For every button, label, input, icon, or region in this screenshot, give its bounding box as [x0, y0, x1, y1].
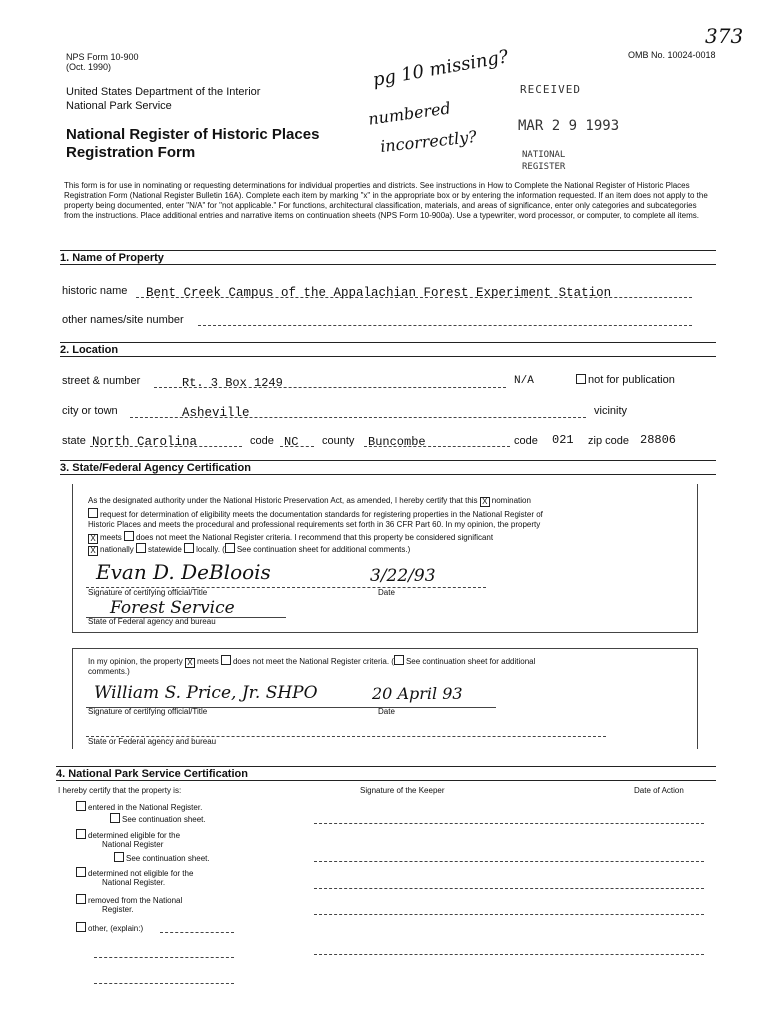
- section-4-heading: 4. National Park Service Certification: [56, 766, 716, 781]
- omb-number: OMB No. 10024-0018: [628, 50, 716, 60]
- continuation-checkbox-2[interactable]: [394, 655, 404, 665]
- eligible-label-a: determined eligible for the: [88, 831, 181, 840]
- explain-line-3[interactable]: [94, 982, 234, 984]
- cert-text-line5: [88, 543, 688, 556]
- form-id-line2: (Oct. 1990): [66, 62, 112, 72]
- keeper-line-1[interactable]: [314, 822, 704, 824]
- certifying-signature-2: William S. Price, Jr. SHPO: [94, 683, 318, 703]
- county-field[interactable]: [364, 432, 510, 447]
- county-code-value: 021: [552, 433, 574, 447]
- signature-label-1: Signature of certifying official/Title: [88, 588, 208, 597]
- historic-name-value: Bent Creek Campus of the Appalachian Forest Experiment Station: [146, 286, 612, 300]
- zip-value: 28806: [640, 433, 677, 447]
- received-stamp-date: MAR 2 9 1993: [518, 118, 620, 134]
- section-4-certify: I hereby certify that the property is:: [58, 786, 182, 795]
- county-code-label: code: [514, 435, 538, 447]
- explain-line-2[interactable]: [94, 956, 234, 958]
- eligible-continuation-checkbox[interactable]: [114, 852, 124, 862]
- cert-text-line2: [88, 508, 688, 520]
- statewide-checkbox[interactable]: [136, 543, 146, 553]
- nomination-label: nomination: [491, 496, 531, 505]
- continuation-checkbox-1[interactable]: [225, 543, 235, 553]
- date-label-2: Date: [378, 707, 395, 716]
- opinion-does-not-label: does not meet the National Register criteria. (: [232, 657, 394, 666]
- request-checkbox[interactable]: [88, 508, 98, 518]
- other-label: other, (explain:): [88, 924, 144, 933]
- opinion-meets-checkbox[interactable]: X: [185, 658, 195, 668]
- nationally-label: nationally: [100, 545, 134, 554]
- certifying-signature-1: Evan D. DeBloois: [96, 560, 271, 584]
- eligible-continuation-label: See continuation sheet.: [126, 854, 210, 863]
- opinion-meets-label: meets: [196, 657, 219, 666]
- not-eligible-label-b: National Register.: [102, 878, 166, 887]
- city-label: city or town: [62, 405, 118, 417]
- city-value: Asheville: [182, 406, 250, 420]
- received-stamp-reg1: NATIONAL: [522, 150, 566, 160]
- does-not-meet-checkbox[interactable]: [124, 531, 134, 541]
- state-label: state: [62, 435, 86, 447]
- entered-label: entered in the National Register.: [88, 803, 203, 812]
- agency-line2: National Park Service: [66, 100, 172, 112]
- street-label: street & number: [62, 375, 141, 387]
- meets-label: meets: [100, 533, 122, 542]
- eligible-label-b: National Register: [102, 840, 164, 849]
- removed-label-b: Register.: [102, 905, 134, 914]
- certifying-date-2: 20 April 93: [372, 684, 463, 703]
- section-1-heading: 1. Name of Property: [60, 250, 716, 265]
- option-eligible-continuation[interactable]: [114, 852, 210, 864]
- section-2-heading: 2. Location: [60, 342, 716, 357]
- locally-checkbox[interactable]: [184, 543, 194, 553]
- street-value: Rt. 3 Box 1249: [182, 376, 283, 390]
- state-value: North Carolina: [92, 435, 198, 449]
- city-field[interactable]: [130, 403, 586, 418]
- other-names-label: other names/site number: [62, 314, 184, 326]
- cert-text-line1: [88, 496, 688, 507]
- cert-line1: As the designated authority under the National Historic Preservation Act, as amended, I hereby certify that this: [88, 496, 478, 505]
- keeper-line-2[interactable]: [314, 860, 704, 862]
- entered-checkbox[interactable]: [76, 801, 86, 811]
- cert-line3: Historic Places and meets the procedural and professional requirements set forth in 36 CFR Part 60. In my opinion, the property: [88, 520, 541, 529]
- removed-label-a: removed from the National: [88, 896, 183, 905]
- county-value: Buncombe: [368, 435, 426, 449]
- opinion-continuation-label: See continuation sheet for additional: [405, 657, 536, 666]
- cert-line4: does not meet the National Register criteria. I recommend that this property be considered significant: [136, 533, 494, 542]
- vicinity[interactable]: [594, 405, 627, 418]
- zip-label: zip code: [588, 435, 629, 447]
- state-field[interactable]: [90, 432, 242, 447]
- na-value: N/A: [514, 375, 534, 387]
- received-stamp-reg2: REGISTER: [522, 162, 566, 172]
- handwritten-note-incorrectly: incorrectly?: [379, 126, 478, 157]
- nomination-checkbox[interactable]: X: [480, 497, 490, 507]
- keeper-line-3[interactable]: [314, 887, 704, 889]
- option-entered-continuation[interactable]: [110, 813, 206, 825]
- state-code-field[interactable]: [280, 432, 314, 447]
- date-label-1: Date: [378, 588, 395, 597]
- not-for-publication-label: not for publication: [588, 374, 675, 386]
- opinion-line1: In my opinion, the property: [88, 657, 183, 666]
- not-eligible-label-a: determined not eligible for the: [88, 869, 194, 878]
- state-code-label: code: [250, 435, 274, 447]
- section-3-heading: 3. State/Federal Agency Certification: [60, 460, 716, 475]
- removed-checkbox[interactable]: [76, 894, 86, 904]
- signature-label-2: Signature of certifying official/Title: [88, 707, 208, 716]
- form-title: National Register of Historic Places: [66, 126, 320, 143]
- form-subtitle: Registration Form: [66, 144, 196, 161]
- form-instructions: This form is for use in nominating or requesting determinations for individual properties and districts. See instructions in How to Complete the National Register of Historic Places Registration Form (National Register Bulletin 16A). Complete each item by marking "x" in the appropriate box or by entering the information requested. If an item does not apply to the property being documented, enter "N/A" for "not applicable." For functions, architectural classification, materials, and areas of significance, enter only categories and subcategories from the instructions. Place additional entries and narrative items on continuation sheets (NPS Form 10-900a). Use a typewriter, word processor, or computer, to complete all items.: [64, 181, 708, 220]
- keeper-line-4[interactable]: [314, 913, 704, 915]
- keeper-label: Signature of the Keeper: [360, 786, 445, 795]
- continuation-label-1: See continuation sheet for additional comments.): [236, 545, 411, 554]
- option-other[interactable]: [76, 922, 143, 934]
- opinion-text-line1: [88, 655, 688, 668]
- eligible-checkbox[interactable]: [76, 829, 86, 839]
- historic-name-label: historic name: [62, 285, 128, 297]
- statewide-label: statewide: [148, 545, 182, 554]
- option-entered[interactable]: [76, 801, 202, 813]
- handwritten-note-numbered: numbered: [367, 98, 452, 129]
- vicinity-label: vicinity: [594, 405, 628, 417]
- not-for-publication[interactable]: [576, 374, 675, 387]
- other-checkbox[interactable]: [76, 922, 86, 932]
- entered-continuation-label: See continuation sheet.: [122, 815, 206, 824]
- handwritten-note-missing: pg 10 missing?: [371, 46, 510, 91]
- state-code-value: NC: [284, 435, 299, 449]
- received-stamp-word: RECEIVED: [520, 83, 581, 96]
- not-eligible-checkbox[interactable]: [76, 867, 86, 877]
- agency-label-2: State or Federal agency and bureau: [88, 737, 217, 746]
- meets-checkbox[interactable]: X: [88, 534, 98, 544]
- not-for-publication-checkbox[interactable]: [576, 374, 586, 384]
- keeper-line-5[interactable]: [314, 953, 704, 955]
- page-corner-number: 373: [705, 24, 744, 48]
- certifying-date-1: 3/22/93: [370, 566, 436, 586]
- other-explain-line[interactable]: [160, 931, 234, 933]
- entered-continuation-checkbox[interactable]: [110, 813, 120, 823]
- agency-label-1: State of Federal agency and bureau: [88, 617, 216, 626]
- form-id-line1: NPS Form 10-900: [66, 52, 139, 62]
- cert-line2: request for determination of eligibility meets the documentation standards for registering properties in the National Register of: [100, 510, 543, 519]
- other-names-field[interactable]: [198, 324, 692, 326]
- opinion-does-not-meet-checkbox[interactable]: [221, 655, 231, 665]
- street-field[interactable]: [154, 373, 506, 388]
- opinion-line2: comments.): [88, 667, 130, 676]
- agency-signature-1: Forest Service: [110, 598, 235, 618]
- county-label: county: [322, 435, 355, 447]
- historic-name-field[interactable]: [136, 283, 692, 298]
- agency-line1: United States Department of the Interior: [66, 86, 261, 98]
- nationally-checkbox[interactable]: X: [88, 546, 98, 556]
- locally-label: locally. (: [196, 545, 225, 554]
- date-of-action-label: Date of Action: [634, 786, 684, 795]
